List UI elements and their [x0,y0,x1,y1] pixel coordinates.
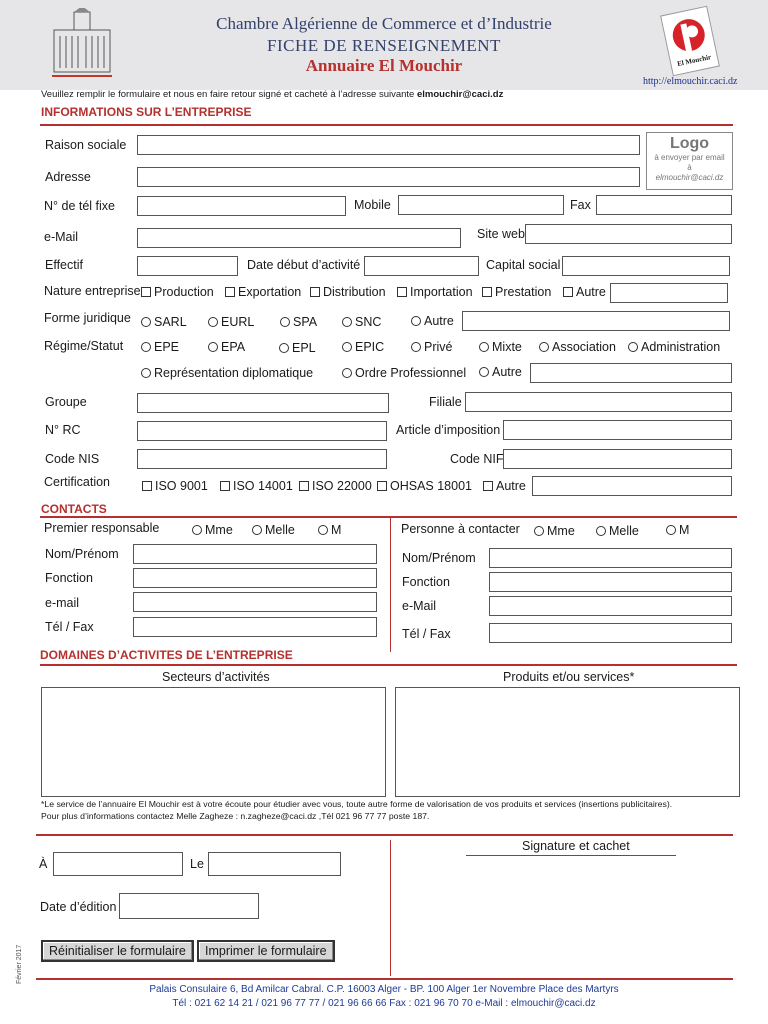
option-label: Melle [265,523,295,537]
effectif-field[interactable] [137,256,238,276]
domaines-note-2: Pour plus d’informations contactez Melle Zagheze : n.zagheze@caci.dz ,Tél 021 96 77 77 poste 187. [41,811,430,821]
right-label-tel: Tél / Fax [402,627,451,641]
section-title-domaines: DOMAINES D’ACTIVITES DE L’ENTREPRISE [40,648,293,662]
cert-iso14001[interactable] [220,479,293,493]
checkbox[interactable] [310,287,320,297]
regime-epa[interactable] [208,340,245,354]
nature-distribution[interactable] [310,285,386,299]
nature-prestation[interactable] [482,285,551,299]
radio[interactable] [141,368,151,378]
option-label: Mme [205,523,233,537]
divider [40,124,733,126]
regime-association[interactable] [539,340,616,354]
logo-sub2: à [687,163,692,172]
logo-email: elmouchir@caci.dz [655,173,724,182]
radio[interactable] [628,342,638,352]
logo-upload-box [646,132,733,190]
label-nature: Nature entreprise [44,284,141,298]
label-groupe: Groupe [45,395,87,409]
option-label: Melle [609,524,639,538]
radio[interactable] [192,525,202,535]
cert-ohsas[interactable] [377,479,472,493]
capital-field[interactable] [562,256,730,276]
option-label: Association [552,340,616,354]
label-a: À [39,857,48,871]
label-filiale: Filiale [429,395,462,409]
produits-textarea[interactable] [395,687,740,797]
left-civ-mme[interactable] [192,523,233,537]
logo-title: Logo [669,135,710,152]
nature-autre[interactable] [563,285,606,299]
signature-title: Signature et cachet [522,839,630,853]
regime-representation[interactable] [141,366,313,380]
regime-ordre-pro[interactable] [342,366,466,380]
forme-spa[interactable] [280,315,317,329]
label-effectif: Effectif [45,258,83,272]
checkbox[interactable] [299,481,309,491]
site-web-field[interactable] [525,224,732,244]
radio[interactable] [208,317,218,327]
forme-snc[interactable] [342,315,381,329]
radio[interactable] [208,342,218,352]
checkbox[interactable] [397,287,407,297]
nature-exportation[interactable] [225,285,301,299]
option-label: Mixte [492,340,522,354]
checkbox[interactable] [563,287,573,297]
regime-administration[interactable] [628,340,720,354]
cert-autre[interactable] [483,479,526,493]
left-label-nom: Nom/Prénom [45,547,119,561]
option-label: Production [154,285,214,299]
option-label: M [331,523,342,537]
brand-badge: El Mouchir [676,53,712,69]
left-label-fonction: Fonction [45,571,93,585]
radio[interactable] [280,317,290,327]
option-label: Autre [492,365,522,379]
label-adresse: Adresse [45,170,91,184]
label-nis: Code NIS [45,452,100,466]
cert-autre-field[interactable] [532,476,732,496]
label-capital: Capital social [486,258,561,272]
date-debut-field[interactable] [364,256,479,276]
option-label: SARL [154,315,187,329]
option-label: Ordre Professionnel [355,366,467,380]
radio[interactable] [342,368,352,378]
option-label: EPA [221,340,246,354]
option-label: ISO 22000 [312,479,372,493]
option-label: OHSAS 18001 [390,479,472,493]
adresse-field[interactable] [137,167,640,187]
secteurs-textarea[interactable] [41,687,386,797]
produits-title: Produits et/ou services* [503,670,635,684]
radio[interactable] [141,342,151,352]
regime-prive[interactable] [411,340,452,354]
option-label: ISO 9001 [155,479,208,493]
checkbox[interactable] [483,481,493,491]
signature-divider [390,840,391,976]
nature-autre-field[interactable] [610,283,728,303]
radio[interactable] [479,367,489,377]
filiale-field[interactable] [465,392,732,412]
checkbox[interactable] [142,481,152,491]
mobile-field[interactable] [398,195,564,215]
date-field[interactable] [208,852,341,876]
option-label: EURL [221,315,255,329]
left-contact-title: Premier responsable [44,521,160,535]
section-title-company: INFORMATIONS SUR L’ENTREPRISE [41,105,252,119]
tel-fixe-field[interactable] [137,196,346,216]
domaines-note-1: *Le service de l’annuaire El Mouchir est à votre écoute pour étudier avec vous, toute autre forme de valorisation de vos produits et services (insertions publicitaires). [41,799,673,809]
left-label-tel: Tél / Fax [45,620,94,634]
option-label: Administration [641,340,721,354]
checkbox[interactable] [220,481,230,491]
label-le: Le [190,857,204,871]
regime-epic[interactable] [342,340,384,354]
radio[interactable] [342,342,352,352]
date-edition-field[interactable] [119,893,259,919]
radio[interactable] [411,342,421,352]
label-date-edition: Date d’édition [40,900,117,914]
right-civ-mme[interactable] [534,524,575,538]
option-label: Prestation [495,285,552,299]
option-label: Importation [410,285,473,299]
contacts-divider [390,518,391,652]
regime-autre[interactable] [479,365,522,379]
left-nom-field[interactable] [133,544,377,564]
radio[interactable] [279,343,289,353]
right-contact-title: Personne à contacter [401,522,520,536]
regime-epl[interactable] [279,341,316,355]
radio[interactable] [141,317,151,327]
checkbox[interactable] [141,287,151,297]
left-civ-melle[interactable] [252,523,295,537]
label-nif: Code NIF [450,452,504,466]
label-date-debut: Date début d’activité [247,258,361,272]
checkbox[interactable] [482,287,492,297]
reset-button[interactable]: Réinitialiser le formulaire [41,940,194,962]
forme-eurl[interactable] [208,315,254,329]
radio[interactable] [539,342,549,352]
option-label: SNC [355,315,382,329]
divider [36,834,733,836]
radio[interactable] [666,525,676,535]
label-mobile: Mobile [354,198,391,212]
forme-autre-field[interactable] [462,311,730,331]
regime-epe[interactable] [141,340,179,354]
right-label-nom: Nom/Prénom [402,551,476,565]
right-fonction-field[interactable] [489,572,732,592]
option-label: ISO 14001 [233,479,293,493]
nature-importation[interactable] [397,285,473,299]
checkbox[interactable] [225,287,235,297]
forme-sarl[interactable] [141,315,187,329]
option-label: EPIC [355,340,385,354]
checkbox[interactable] [377,481,387,491]
option-label: Représentation diplomatique [154,366,314,380]
radio[interactable] [411,316,421,326]
instructions [41,89,503,100]
form-title: FICHE DE RENSEIGNEMENT [267,36,501,55]
divider [40,664,737,666]
section-title-contacts: CONTACTS [41,502,107,516]
form-subtitle: Annuaire El Mouchir [305,56,463,75]
right-label-fonction: Fonction [402,575,450,589]
label-site-web: Site web [477,227,525,241]
option-label: Exportation [238,285,302,299]
article-field[interactable] [503,420,732,440]
radio[interactable] [252,525,262,535]
cert-iso22000[interactable] [299,479,372,493]
option-label: Autre [496,479,526,493]
rc-field[interactable] [137,421,387,441]
radio[interactable] [534,526,544,536]
regime-autre-field[interactable] [530,363,732,383]
right-civ-melle[interactable] [596,524,639,538]
right-nom-field[interactable] [489,548,732,568]
left-label-email: e-mail [45,596,80,610]
label-tel-fixe: N° de tél fixe [44,199,116,213]
radio[interactable] [318,525,328,535]
label-certification: Certification [44,475,110,489]
radio[interactable] [596,526,606,536]
right-civ-m[interactable] [666,523,689,537]
left-email-field[interactable] [133,592,377,612]
nis-field[interactable] [137,449,387,469]
option-label: SPA [293,315,318,329]
label-article: Article d’imposition [396,423,501,437]
instructions-text: Veuillez remplir le formulaire et nous en faire retour signé et cacheté à l’adresse suivante [41,89,417,100]
lieu-field[interactable] [53,852,183,876]
option-label: M [679,523,690,537]
cert-iso9001[interactable] [142,479,208,493]
radio[interactable] [479,342,489,352]
email-field[interactable] [137,228,461,248]
nature-production[interactable] [141,285,214,299]
option-label: Autre [424,314,454,328]
divider [40,516,737,518]
forme-autre[interactable] [411,314,454,328]
groupe-field[interactable] [137,393,389,413]
label-fax: Fax [570,198,591,212]
secteurs-title: Secteurs d’activités [162,670,270,684]
left-tel-field[interactable] [133,617,377,637]
label-regime: Régime/Statut [44,339,124,353]
side-date: Février 2017 [16,944,23,984]
option-label: Privé [424,340,453,354]
org-name: Chambre Algérienne de Commerce et d’Industrie [216,14,552,33]
regime-mixte[interactable] [479,340,522,354]
footer-address: Palais Consulaire 6, Bd Amilcar Cabral. C.P. 16003 Alger - BP. 100 Alger 1er Novembre Place des Martyrs [149,984,619,995]
fax-field[interactable] [596,195,732,215]
signature-underline [466,855,676,856]
radio[interactable] [342,317,352,327]
option-label: Distribution [323,285,386,299]
raison-sociale-field[interactable] [137,135,640,155]
left-civ-m[interactable] [318,523,341,537]
nif-field[interactable] [503,449,732,469]
footer-contacts: Tél : 021 62 14 21 / 021 96 77 77 / 021 96 66 66 Fax : 021 96 70 70 e-Mail : elmouchir@caci.dz [172,998,596,1009]
divider [36,978,733,980]
right-label-email: e-Mail [402,599,437,613]
logo-sub1: à envoyer par email [654,153,725,162]
label-raison-sociale: Raison sociale [45,138,127,152]
right-email-field[interactable] [489,596,732,616]
label-forme-juridique: Forme juridique [44,311,131,325]
option-label: Autre [576,285,606,299]
left-fonction-field[interactable] [133,568,377,588]
website-link[interactable]: http://elmouchir.caci.dz [643,76,738,87]
print-button[interactable]: Imprimer le formulaire [197,940,335,962]
right-tel-field[interactable] [489,623,732,643]
option-label: Mme [547,524,575,538]
option-label: EPE [154,340,180,354]
instructions-email: elmouchir@caci.dz [416,89,504,100]
option-label: EPL [292,341,316,355]
label-rc: N° RC [45,423,81,437]
label-email: e-Mail [44,230,79,244]
